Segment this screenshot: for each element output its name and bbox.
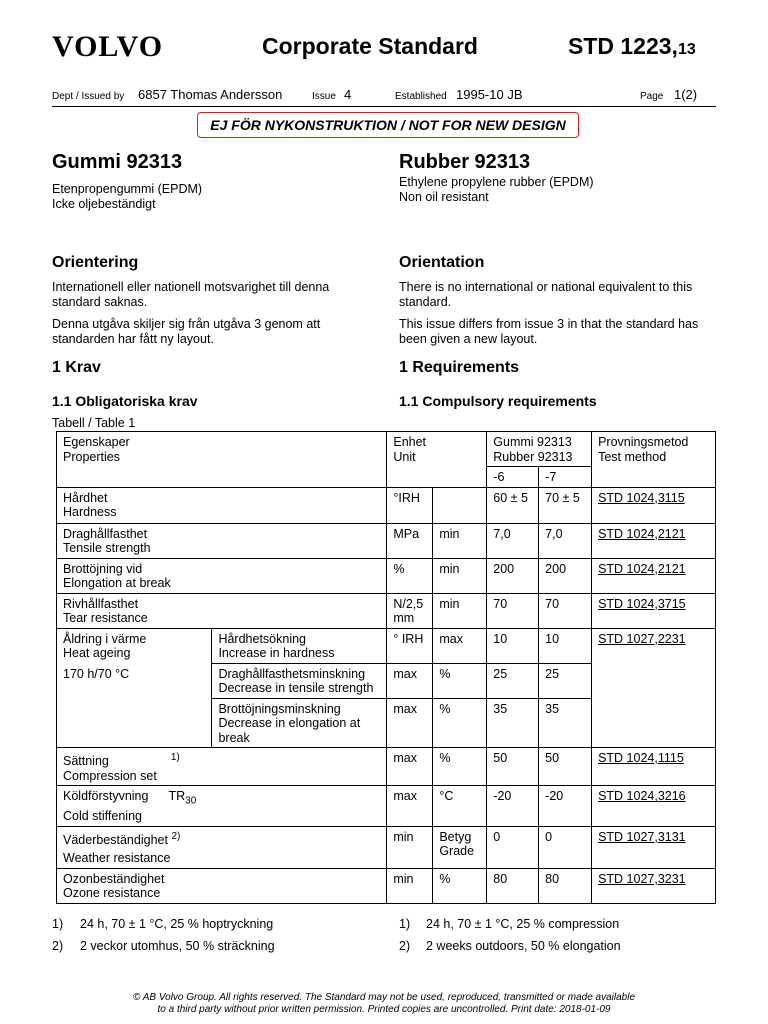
- dept-value: 6857 Thomas Andersson: [138, 87, 283, 102]
- unit-cell: max: [387, 663, 433, 698]
- test-method-link[interactable]: STD 1027,3231: [592, 868, 716, 903]
- footnote-en-2-number: 2): [399, 939, 411, 953]
- grade-6: -6: [487, 467, 539, 488]
- property-hardness: Hårdhet Hardness: [57, 487, 387, 523]
- header-rule: [52, 106, 716, 107]
- header-properties: Egenskaper Properties: [57, 432, 387, 488]
- footnote-en-2: 2 weeks outdoors, 50 % elongation: [426, 939, 621, 953]
- property-cold-stiffening: Köldförstyvning $TR_{30}$ Cold stiffening: [57, 786, 387, 827]
- limit-cell: min: [433, 558, 487, 593]
- page-number: 1(2): [674, 87, 698, 102]
- subtitle-sv-2: Icke oljebeständigt: [52, 197, 156, 211]
- value-6: 7,0: [487, 523, 539, 558]
- established-value: 1995-10 JB: [456, 87, 523, 102]
- property-compression-set: Sättning $^{1)}$ Compression set: [57, 748, 387, 786]
- unit-cell: min: [387, 826, 433, 868]
- orientation-paragraph-sv-1: Internationell eller nationell motsvarighet till denna standard saknas.: [52, 280, 330, 309]
- grade-7: -7: [539, 467, 592, 488]
- orientation-paragraph-sv-2: Denna utgåva skiljer sig från utgåva 3 genom att standarden har fått ny layout.: [52, 317, 321, 346]
- title-sv: Gummi 92313: [52, 151, 183, 173]
- dept-label: Dept / Issued by: [52, 91, 125, 102]
- table-row: [57, 868, 716, 903]
- orientation-paragraph-en-1: There is no international or national equivalent to this standard.: [399, 280, 693, 309]
- value-6: 200: [487, 558, 539, 593]
- copyright-line-1: © AB Volvo Group. All rights reserved. The Standard may not be used, reproduced, transmitted or made available: [132, 992, 636, 1003]
- page-label: Page: [640, 91, 664, 102]
- standard-number-main: STD 1223,: [568, 33, 678, 59]
- value-6: 35: [487, 698, 539, 748]
- table-row: [57, 558, 716, 593]
- test-method-link[interactable]: STD 1024,3115: [592, 487, 716, 523]
- limit-cell: %: [433, 868, 487, 903]
- orientation-heading-en: Orientation: [399, 254, 485, 271]
- header-material: Gummi 92313 Rubber 92313: [487, 432, 592, 467]
- limit-cell: %: [433, 748, 487, 786]
- value-7: 200: [539, 558, 592, 593]
- value-7: 0: [539, 826, 592, 868]
- volvo-logo: VOLVO: [52, 30, 164, 63]
- limit-cell: max: [433, 628, 487, 663]
- value-6: 0: [487, 826, 539, 868]
- issue-label: Issue: [312, 91, 336, 102]
- copyright-notice: [0, 992, 768, 1016]
- value-6: 70: [487, 593, 539, 628]
- property-elongation: Brottöjning vid Elongation at break: [57, 558, 387, 593]
- unit-cell: max: [387, 698, 433, 748]
- title-en: Rubber 92313: [399, 151, 531, 173]
- table-row: [57, 628, 716, 663]
- unit-cell: °IRH: [387, 487, 433, 523]
- compulsory-heading-en: 1.1 Compulsory requirements: [399, 393, 597, 409]
- property-tensile: Draghållfasthet Tensile strength: [57, 523, 387, 558]
- value-7: 70: [539, 593, 592, 628]
- subtitle-en-2: Non oil resistant: [399, 190, 489, 204]
- issue-value: 4: [344, 87, 352, 102]
- limit-cell: °C: [433, 786, 487, 827]
- requirements-table: [56, 431, 716, 904]
- table-caption: Tabell / Table 1: [52, 416, 136, 430]
- table-row: [57, 748, 716, 786]
- property-tear: Rivhållfasthet Tear resistance: [57, 593, 387, 628]
- subtitle-sv-1: Etenpropengummi (EPDM): [52, 182, 203, 196]
- table-row: [57, 487, 716, 523]
- table-row: [57, 593, 716, 628]
- table-row: [57, 826, 716, 868]
- compulsory-heading-sv: 1.1 Obligatoriska krav: [52, 393, 198, 409]
- footnote-sv-1: 24 h, 70 ± 1 °C, 25 % hoptryckning: [80, 917, 274, 931]
- value-7: 50: [539, 748, 592, 786]
- copyright-line-2: to a third party without prior written permission. Printed copies are uncontrolled. Print date: 2018-01-09: [157, 1004, 611, 1015]
- value-7: 35: [539, 698, 592, 748]
- unit-cell: MPa: [387, 523, 433, 558]
- value-6: 80: [487, 868, 539, 903]
- value-6: -20: [487, 786, 539, 827]
- not-for-new-design-banner: EJ FÖR NYKONSTRUKTION / NOT FOR NEW DESIGN: [197, 112, 579, 138]
- test-method-link[interactable]: STD 1027,3131: [592, 826, 716, 868]
- value-7: 25: [539, 663, 592, 698]
- property-weather-resistance: Väderbeständighet $^{2)}$ Weather resistance: [57, 826, 387, 868]
- footnote-en-1-number: 1): [399, 917, 411, 931]
- unit-cell: min: [387, 868, 433, 903]
- unit-cell: %: [387, 558, 433, 593]
- test-method-link[interactable]: STD 1024,3715: [592, 593, 716, 628]
- test-method-link[interactable]: STD 1024,1115: [592, 748, 716, 786]
- standard-version: 13: [677, 41, 696, 58]
- subtitle-en-1: Ethylene propylene rubber (EPDM): [399, 175, 594, 189]
- unit-cell: N/2,5 mm: [387, 593, 433, 628]
- orientation-paragraph-en-2: This issue differs from issue 3 in that the standard has been given a new layout.: [399, 317, 699, 346]
- unit-cell: max: [387, 748, 433, 786]
- limit-cell: min: [433, 593, 487, 628]
- property-heat-ageing: Åldring i värme Heat ageing 170 h/70 °C: [57, 628, 212, 748]
- value-6: 50: [487, 748, 539, 786]
- value-7: 7,0: [539, 523, 592, 558]
- footnote-en-1: 24 h, 70 ± 1 °C, 25 % compression: [426, 917, 620, 931]
- requirements-heading-sv: 1 Krav: [52, 359, 101, 376]
- table-row: [57, 786, 716, 827]
- document-type-title: Corporate Standard: [262, 33, 478, 59]
- ageing-tensile-change: Draghållfasthetsminskning Decrease in tensile strength: [212, 663, 387, 698]
- unit-cell: max: [387, 786, 433, 827]
- value-7: 70 ± 5: [539, 487, 592, 523]
- limit-cell: min: [433, 523, 487, 558]
- property-ozone-resistance: Ozonbeständighet Ozone resistance: [57, 868, 387, 903]
- footnote-sv-1-number: 1): [52, 917, 64, 931]
- limit-cell: %: [433, 663, 487, 698]
- limit-cell: [433, 487, 487, 523]
- value-6: 10: [487, 628, 539, 663]
- limit-cell: Betyg Grade: [433, 826, 487, 868]
- test-method-link[interactable]: STD 1024,2121: [592, 558, 716, 593]
- ageing-elongation-change: Brottöjningsminskning Decrease in elongation at break: [212, 698, 387, 748]
- test-method-link[interactable]: STD 1027,2231: [592, 628, 716, 748]
- unit-cell: ° IRH: [387, 628, 433, 663]
- value-7: 10: [539, 628, 592, 663]
- footnote-sv-2: 2 veckor utomhus, 50 % sträckning: [80, 939, 275, 953]
- ageing-hardness-change: Hårdhetsökning Increase in hardness: [212, 628, 387, 663]
- value-7: -20: [539, 786, 592, 827]
- orientation-heading-sv: Orientering: [52, 254, 139, 271]
- footnote-sv-2-number: 2): [52, 939, 64, 953]
- standard-number: [568, 32, 696, 64]
- value-7: 80: [539, 868, 592, 903]
- limit-cell: %: [433, 698, 487, 748]
- header-test-method: Provningsmetod Test method: [592, 432, 716, 488]
- value-6: 25: [487, 663, 539, 698]
- test-method-link[interactable]: STD 1024,2121: [592, 523, 716, 558]
- table-row: [57, 523, 716, 558]
- table-header-row: [57, 432, 716, 467]
- test-method-link[interactable]: STD 1024,3216: [592, 786, 716, 827]
- requirements-heading-en: 1 Requirements: [399, 359, 520, 376]
- established-label: Established: [395, 91, 447, 102]
- header-unit: Enhet Unit: [387, 432, 487, 488]
- value-6: 60 ± 5: [487, 487, 539, 523]
